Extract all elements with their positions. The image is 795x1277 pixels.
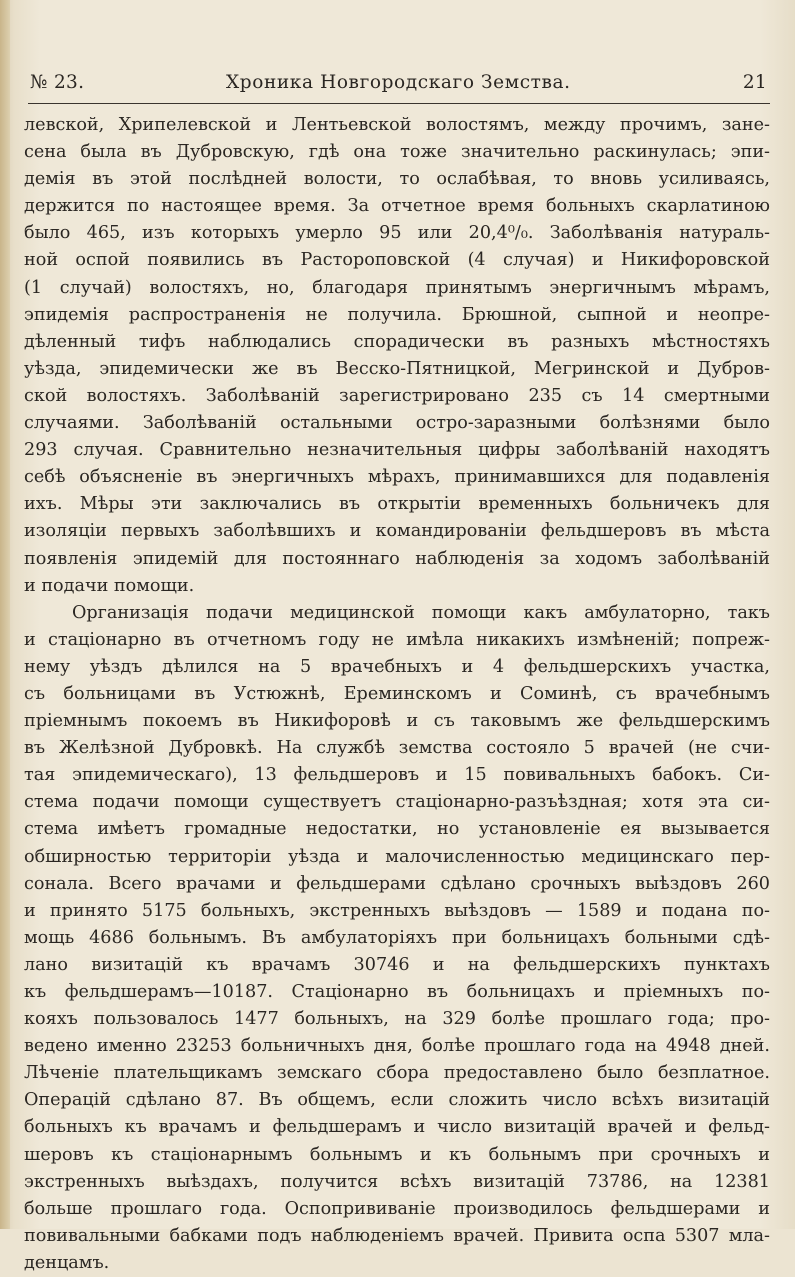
text-line: и подачи помощи. bbox=[24, 575, 195, 596]
text-line: мощь 4686 больнымъ. Въ амбулаторіяхъ при больницахъ больными сдѣ- bbox=[24, 927, 770, 948]
text-line: къ фельдшерамъ—10187. Стаціонарно въ больницахъ и пріемныхъ по- bbox=[24, 982, 770, 1002]
text-line: ской волостяхъ. Заболѣваній зарегистрировано 235 съ 14 смертными bbox=[24, 385, 770, 406]
text-line: и стаціонарно въ отчетномъ году не имѣла никакихъ измѣненій; попреж- bbox=[24, 629, 770, 650]
text-line: съ больницами въ Устюжнѣ, Ереминскомъ и Соминѣ, съ врачебнымъ bbox=[24, 683, 770, 704]
text-line: себѣ объясненіе въ энергичныхъ мѣрахъ, принимавшихся для подавленія bbox=[24, 467, 770, 488]
text-line: ной оспой появились въ Растороповской (4 случая) и Никифоровской bbox=[24, 250, 770, 271]
text-line: сена была въ Дубровскую, гдѣ она тоже значительно раскинулась; эпи- bbox=[24, 142, 770, 163]
body-text bbox=[24, 112, 770, 1277]
running-header bbox=[30, 72, 770, 98]
text-line: случаями. Заболѣваній остальными остро-заразными болѣзнями было bbox=[24, 413, 770, 434]
text-line: кояхъ пользовалось 1477 больныхъ, на 329 болѣе прошлаго года; про- bbox=[24, 1009, 770, 1030]
text-line: нему уѣздъ дѣлился на 5 врачебныхъ и 4 фельдшерскихъ участка, bbox=[24, 656, 770, 677]
text-line: обширностью территоріи уѣзда и малочисленностью медицинскаго пер- bbox=[24, 846, 770, 867]
text-line: шеровъ къ стаціонарнымъ больнымъ и къ больнымъ при срочныхъ и bbox=[24, 1144, 770, 1165]
text-line: сонала. Всего врачами и фельдшерами сдѣлано срочныхъ выѣздовъ 260 bbox=[24, 873, 770, 894]
issue-number: № 23. bbox=[30, 72, 85, 93]
text-line: дѣленный тифъ наблюдались спорадически въ разныхъ мѣстностяхъ bbox=[24, 331, 770, 352]
text-line: денцамъ. bbox=[24, 1252, 110, 1273]
text-line: Организація подачи медицинской помощи какъ амбулаторно, такъ bbox=[72, 602, 770, 623]
text-line: экстренныхъ выѣздахъ, получится всѣхъ визитацій 73786, на 12381 bbox=[24, 1171, 770, 1192]
text-line: было 465, изъ которыхъ умерло 95 или 20,4⁰/₀. Заболѣванія натураль- bbox=[24, 223, 770, 244]
text-line: тая эпидемическаго), 13 фельдшеровъ и 15 повивальныхъ бабокъ. Си- bbox=[24, 765, 770, 786]
text-line: ведено именно 23253 больничныхъ дня, болѣе прошлаго года на 4948 дней. bbox=[24, 1036, 770, 1057]
text-line: демія въ этой послѣдней волости, то ослабѣвая, то вновь усиливаясь, bbox=[24, 169, 770, 190]
text-line: появленія эпидемій для постояннаго наблюденія за ходомъ заболѣваній bbox=[24, 548, 770, 569]
text-line: изоляціи первыхъ заболѣвшихъ и командированіи фельдшеровъ въ мѣста bbox=[24, 521, 770, 542]
text-line: и принято 5175 больныхъ, экстренныхъ выѣздовъ — 1589 и подана по- bbox=[24, 900, 770, 921]
text-line: ихъ. Мѣры эти заключались въ открытіи временныхъ больничекъ для bbox=[24, 494, 770, 515]
text-line: пріемнымъ покоемъ въ Никифоровѣ и съ таковымъ же фельдшерскимъ bbox=[24, 711, 770, 732]
text-line: стема имѣетъ громадные недостатки, но установленіе ея вызывается bbox=[24, 819, 770, 840]
page-binding-edge bbox=[0, 0, 10, 1229]
text-line: Операцій сдѣлано 87. Въ общемъ, если сложить число всѣхъ визитацій bbox=[24, 1090, 770, 1111]
text-line: держится по настоящее время. За отчетное время больныхъ скарлатиною bbox=[24, 196, 770, 217]
header-rule bbox=[28, 103, 770, 104]
journal-title: Хроника Новгородскаго Земства. bbox=[226, 72, 571, 93]
text-line: 293 случая. Сравнительно незначительныя цифры заболѣваній находятъ bbox=[24, 440, 770, 461]
text-line: лано визитацій къ врачамъ 30746 и на фельдшерскихъ пунктахъ bbox=[24, 954, 770, 975]
text-line: больше прошлаго года. Оспопрививаніе производилось фельдшерами и bbox=[24, 1198, 770, 1219]
text-line: въ Желѣзной Дубровкѣ. На службѣ земства состояло 5 врачей (не счи- bbox=[24, 738, 770, 759]
text-line: Лѣченіе плательщикамъ земскаго сбора предоставлено было безплатное. bbox=[24, 1063, 770, 1084]
text-line: больныхъ къ врачамъ и фельдшерамъ и число визитацій врачей и фельд- bbox=[24, 1117, 770, 1138]
text-line: эпидемія распространенія не получила. Брюшной, сыпной и неопре- bbox=[24, 304, 770, 325]
text-line: стема подачи помощи существуетъ стаціонарно-разъѣздная; хотя эта си- bbox=[24, 792, 770, 813]
text-line: повивальными бабками подъ наблюденіемъ врачей. Привита оспа 5307 мла- bbox=[24, 1225, 770, 1246]
text-line: уѣзда, эпидемически же въ Весско-Пятницкой, Мегринской и Дубров- bbox=[24, 358, 770, 379]
text-line: (1 случай) волостяхъ, но, благодаря принятымъ энергичнымъ мѣрамъ, bbox=[24, 277, 770, 298]
page-number: 21 bbox=[742, 72, 767, 93]
text-line: левской, Хрипелевской и Лентьевской волостямъ, между прочимъ, зане- bbox=[24, 115, 770, 135]
